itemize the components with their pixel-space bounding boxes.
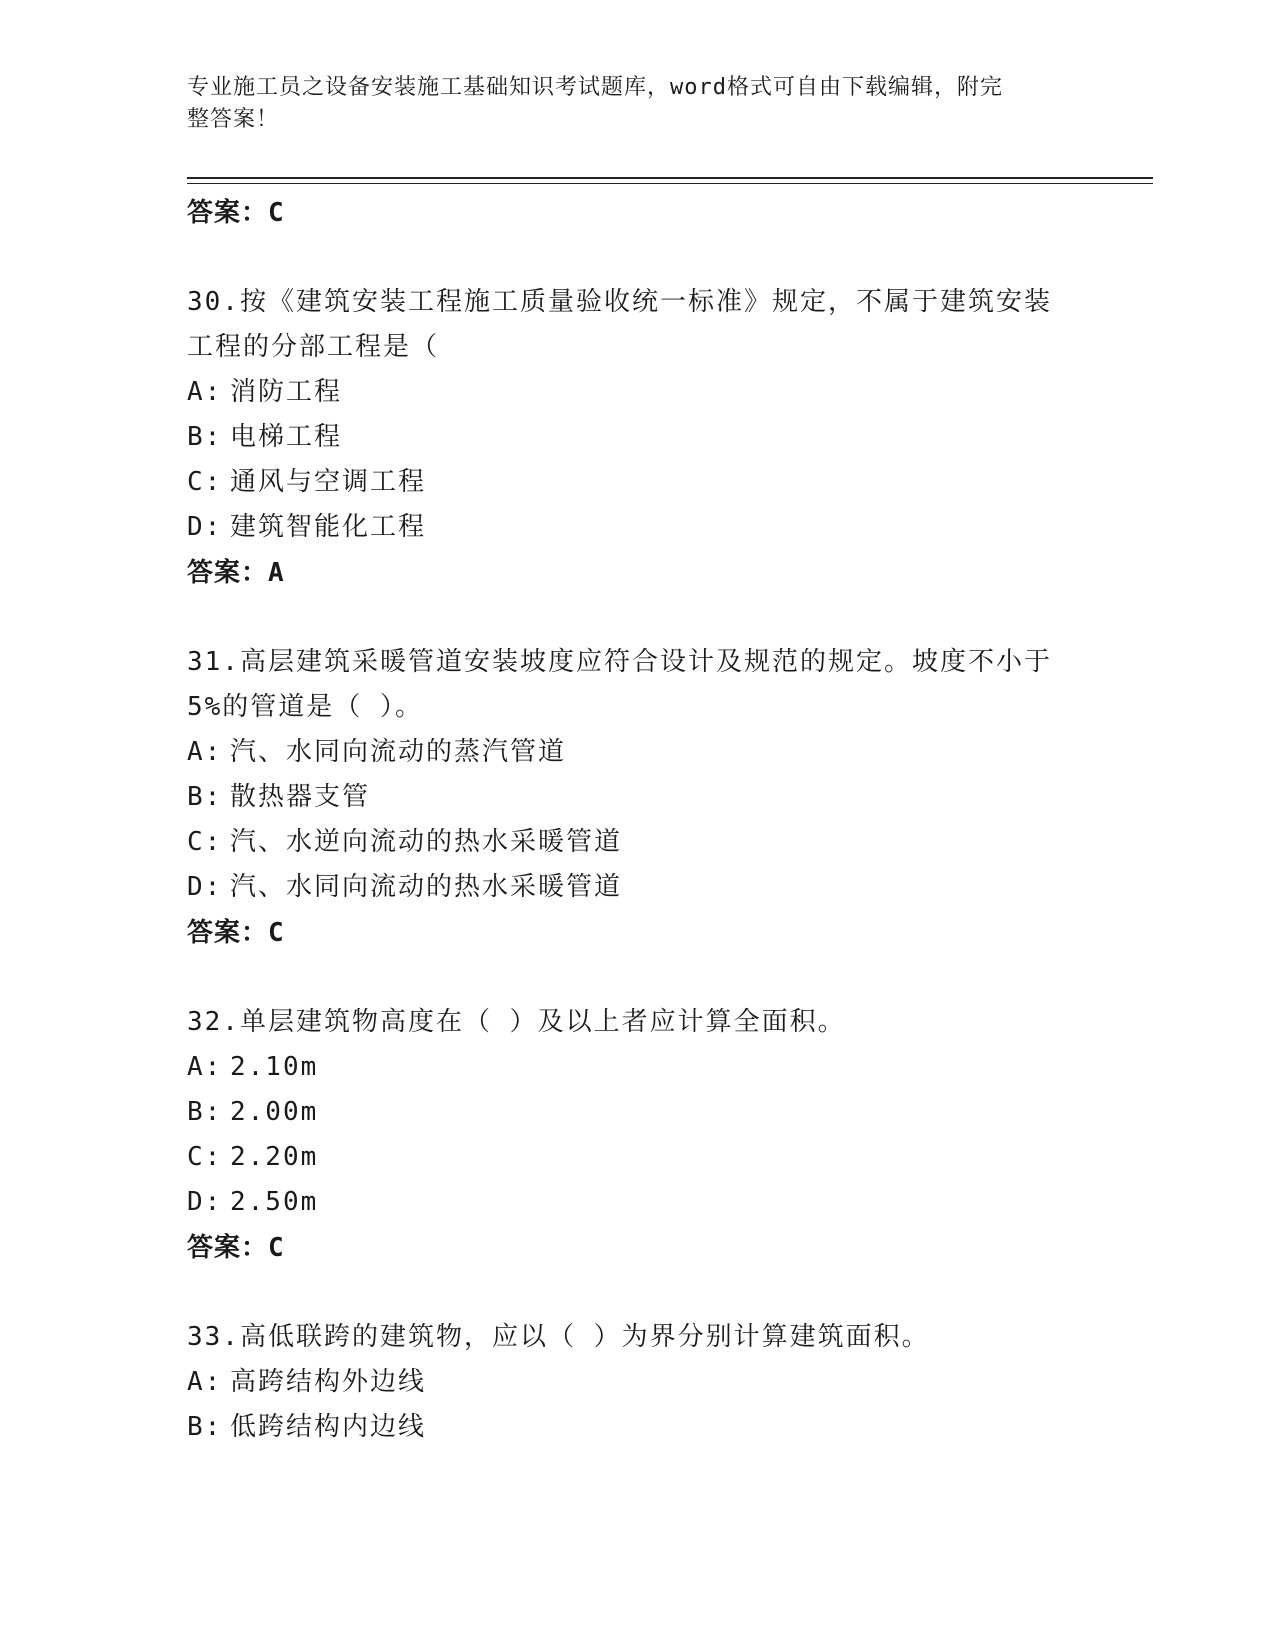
option-b <box>187 1090 1087 1135</box>
option-letter: C: <box>187 1142 223 1172</box>
question-block-32 <box>187 1000 1087 1271</box>
option-letter: B: <box>187 782 223 812</box>
option-text: 低跨结构内边线 <box>230 1412 427 1442</box>
option-c <box>187 820 1087 865</box>
header-divider-thick <box>187 177 1153 179</box>
option-a <box>187 1045 1087 1090</box>
option-text: 通风与空调工程 <box>230 467 427 497</box>
option-b <box>187 1405 1087 1450</box>
question-stem-line: 5%的管道是（ ）。 <box>187 692 423 722</box>
option-d <box>187 1180 1087 1225</box>
spacer <box>187 956 1087 1000</box>
question-block-31 <box>187 640 1087 956</box>
header-line-2: 整答案！ <box>187 107 280 132</box>
question-block-33 <box>187 1315 1087 1450</box>
option-b <box>187 415 1087 460</box>
option-b <box>187 775 1087 820</box>
option-text: 散热器支管 <box>230 782 371 812</box>
option-text: 2.20m <box>230 1142 319 1172</box>
option-text: 消防工程 <box>230 377 343 407</box>
option-letter: C: <box>187 467 223 497</box>
option-text: 电梯工程 <box>230 422 343 452</box>
option-letter: D: <box>187 872 223 902</box>
header-line-1: 专业施工员之设备安装施工基础知识考试题库，word格式可自由下载编辑，附完 <box>187 75 1003 100</box>
option-text: 建筑智能化工程 <box>230 512 427 542</box>
question-stem-line: 31.高层建筑采暖管道安装坡度应符合设计及规范的规定。坡度不小于 <box>187 647 1052 677</box>
option-c <box>187 460 1087 505</box>
option-a <box>187 1360 1087 1405</box>
option-a <box>187 370 1087 415</box>
answer-line: 答案：C <box>187 198 285 228</box>
header-divider-thin <box>187 183 1153 184</box>
option-letter: A: <box>187 377 223 407</box>
question-stem-line: 工程的分部工程是（ <box>187 332 440 362</box>
spacer <box>187 1271 1087 1315</box>
option-c <box>187 1135 1087 1180</box>
option-letter: D: <box>187 512 223 542</box>
question-stem-line: 30.按《建筑安装工程施工质量验收统一标准》规定，不属于建筑安装 <box>187 287 1052 317</box>
option-letter: B: <box>187 1097 223 1127</box>
question-stem-line: 32.单层建筑物高度在（ ）及以上者应计算全面积。 <box>187 1007 846 1037</box>
option-a <box>187 730 1087 775</box>
document-header <box>187 72 1067 136</box>
option-text: 汽、水逆向流动的热水采暖管道 <box>230 827 623 857</box>
option-letter: A: <box>187 1052 223 1082</box>
option-letter: C: <box>187 827 223 857</box>
option-text: 2.50m <box>230 1187 319 1217</box>
answer-line: 答案：C <box>187 918 285 948</box>
option-text: 2.00m <box>230 1097 319 1127</box>
option-d <box>187 505 1087 550</box>
answer-line: 答案：A <box>187 558 285 588</box>
question-list <box>187 190 1087 1450</box>
option-letter: D: <box>187 1187 223 1217</box>
option-text: 汽、水同向流动的热水采暖管道 <box>230 872 623 902</box>
spacer <box>187 236 1087 280</box>
question-block-30 <box>187 280 1087 596</box>
option-text: 2.10m <box>230 1052 319 1082</box>
answer-line: 答案：C <box>187 1233 285 1263</box>
option-letter: B: <box>187 1412 223 1442</box>
question-stem-line: 33.高低联跨的建筑物，应以（ ）为界分别计算建筑面积。 <box>187 1322 930 1352</box>
option-letter: B: <box>187 422 223 452</box>
option-letter: A: <box>187 1367 223 1397</box>
option-text: 汽、水同向流动的蒸汽管道 <box>230 737 567 767</box>
option-letter: A: <box>187 737 223 767</box>
option-text: 高跨结构外边线 <box>230 1367 427 1397</box>
spacer <box>187 596 1087 640</box>
option-d <box>187 865 1087 910</box>
